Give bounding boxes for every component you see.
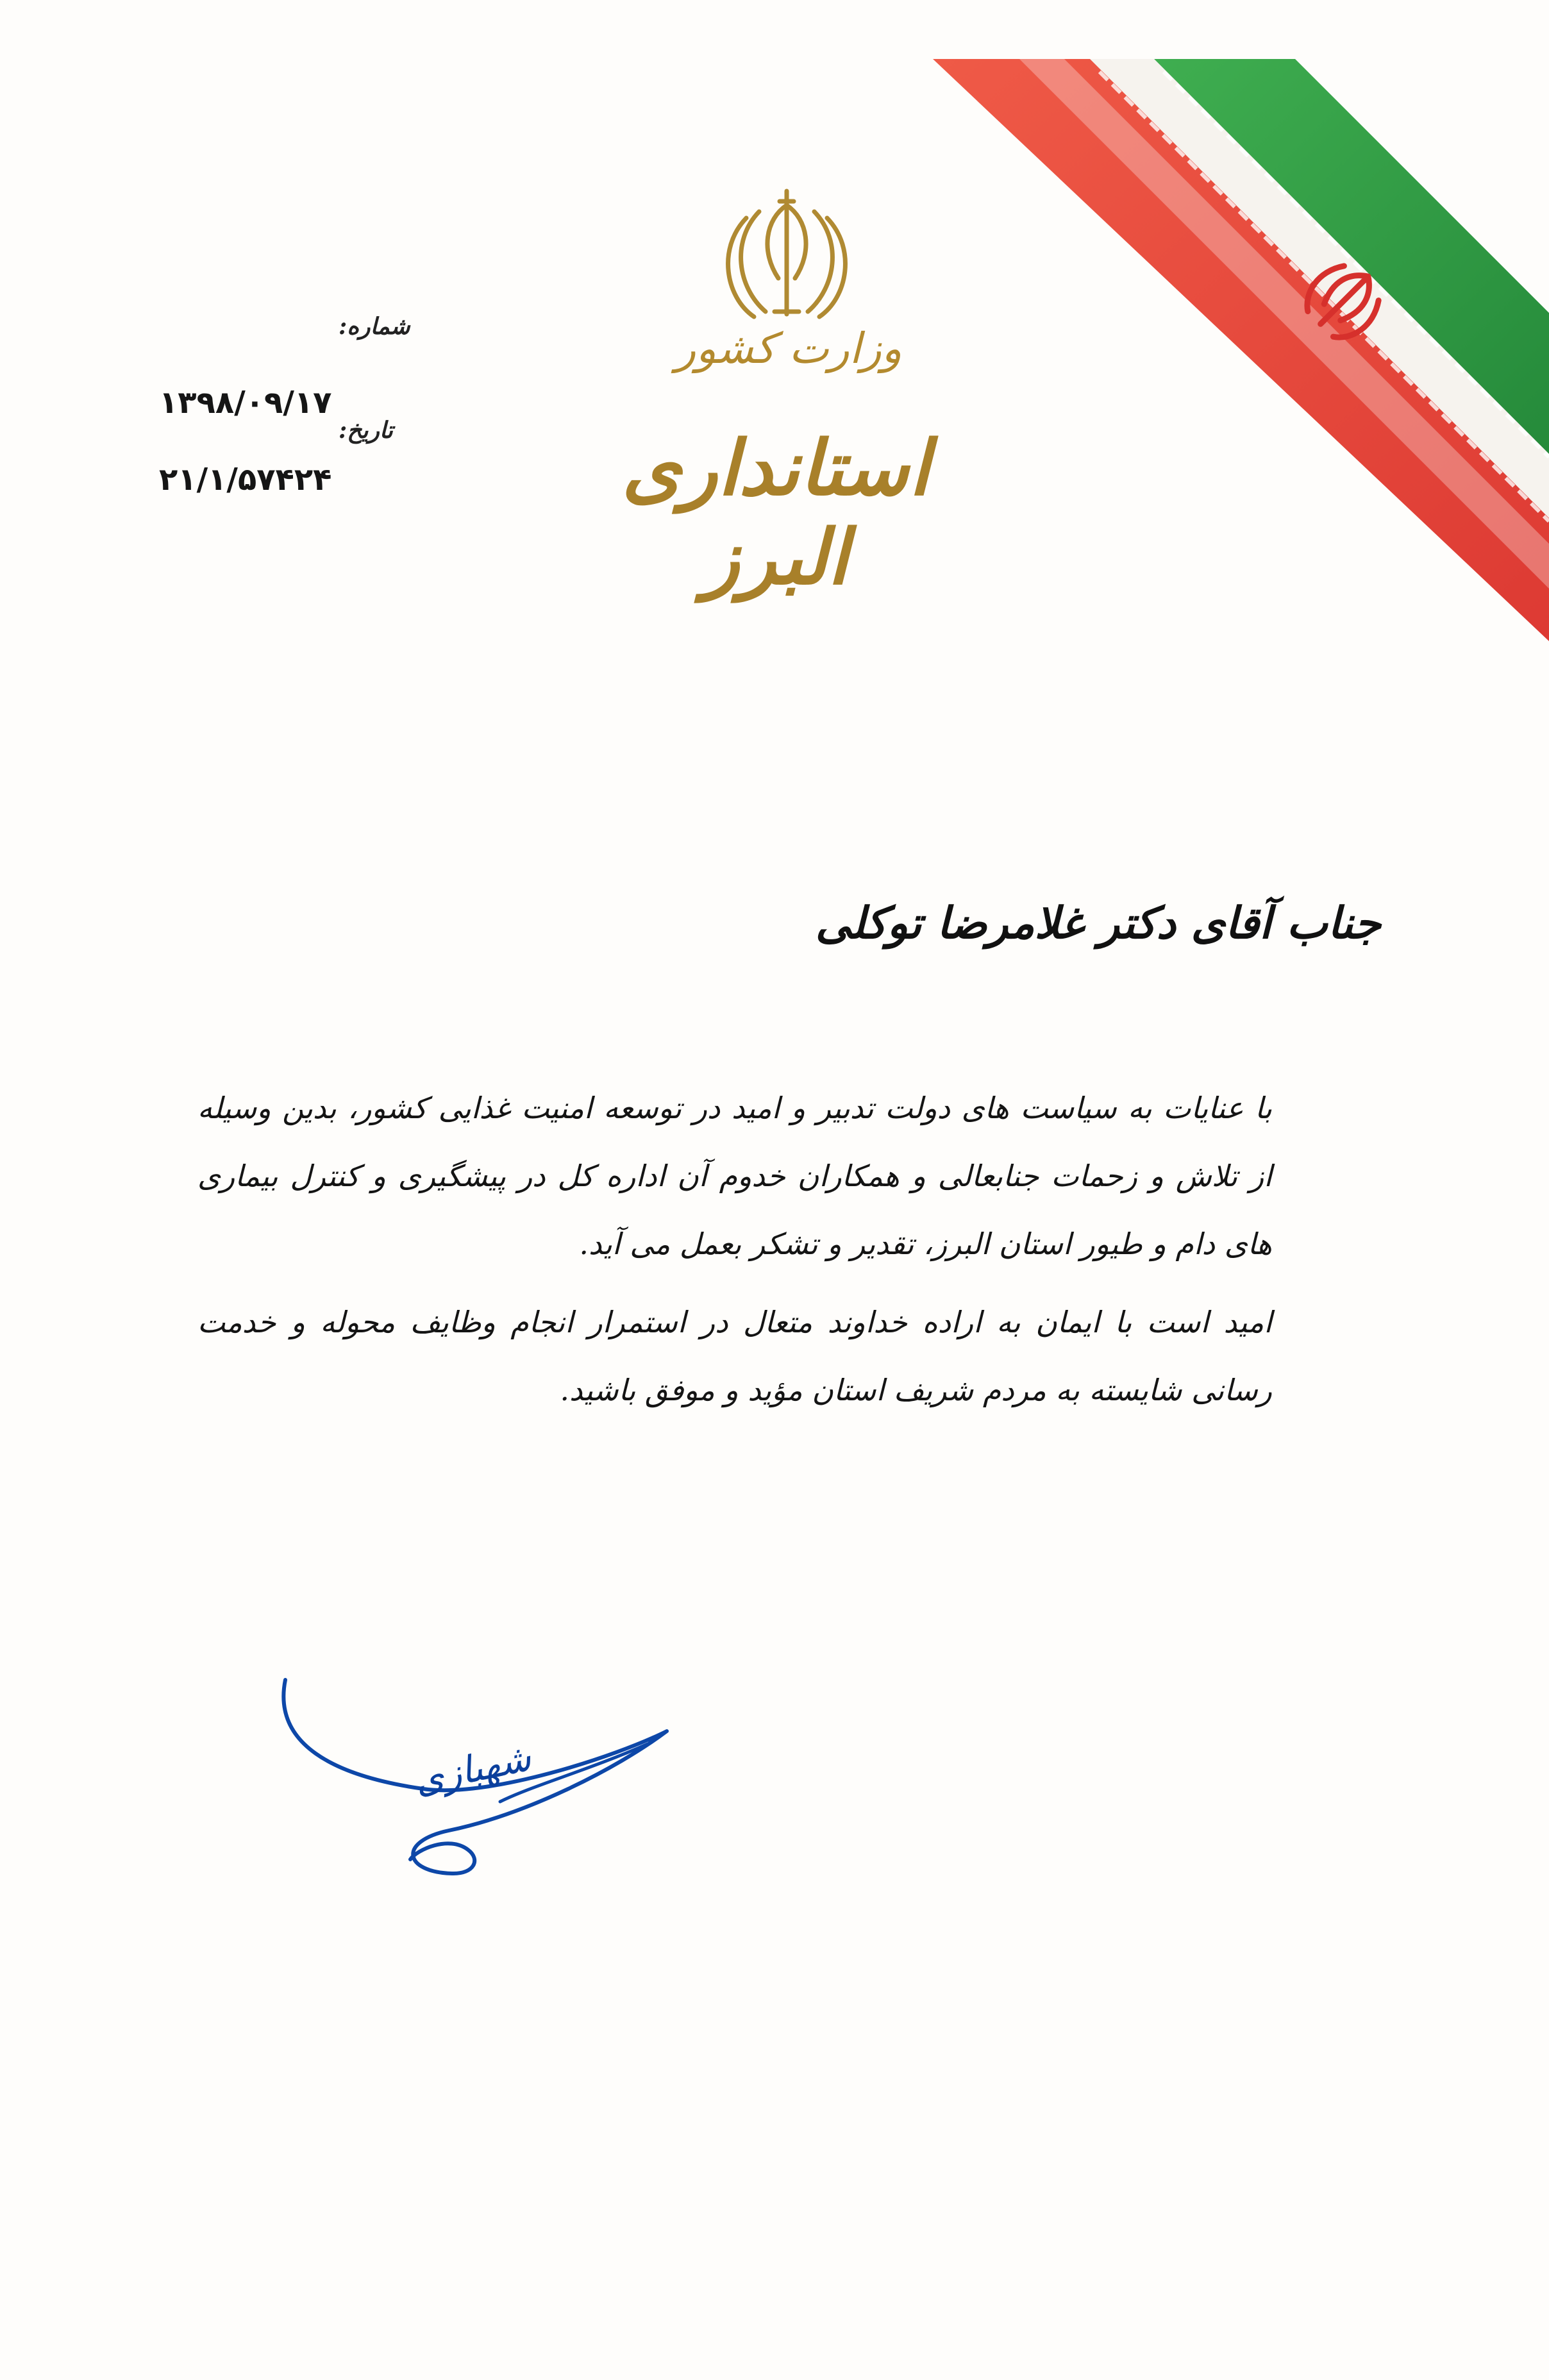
body-paragraph-1: با عنایات به سیاست های دولت تدبیر و امید در توسعه امنیت غذایی کشور، بدین وسیله از تلاش و زحمات جنابعالی و همکاران خدوم آن اداره کل در پیشگیری و کنترل بیماری های دام و طیور استان البرز، تقدیر و تشکر بعمل می آید. [197, 1091, 1272, 1261]
iran-emblem-icon [713, 180, 860, 327]
addressee: جناب آقای دکتر غلامرضا توکلی [815, 898, 1381, 949]
body-paragraph-2: امید است با ایمان به اراده خداوند متعال در استمرار انجام وظایف محوله و خدمت رسانی شایسته به مردم شریف استان مؤید و موفق باشید. [197, 1305, 1272, 1407]
ministry-name: وزارت کشور [675, 324, 902, 373]
signature-name: شهبازی [410, 1735, 535, 1803]
letter-number-value: ۲۱/۱/۵۷۴۲۴ [159, 462, 332, 498]
letter-body [197, 1074, 1272, 1434]
governorate-name: استانداری البرز [621, 423, 930, 601]
date-value: ۱۳۹۸/۰۹/۱۷ [159, 385, 332, 421]
number-label: شماره: [339, 313, 410, 340]
date-label: تاریخ: [339, 417, 393, 444]
